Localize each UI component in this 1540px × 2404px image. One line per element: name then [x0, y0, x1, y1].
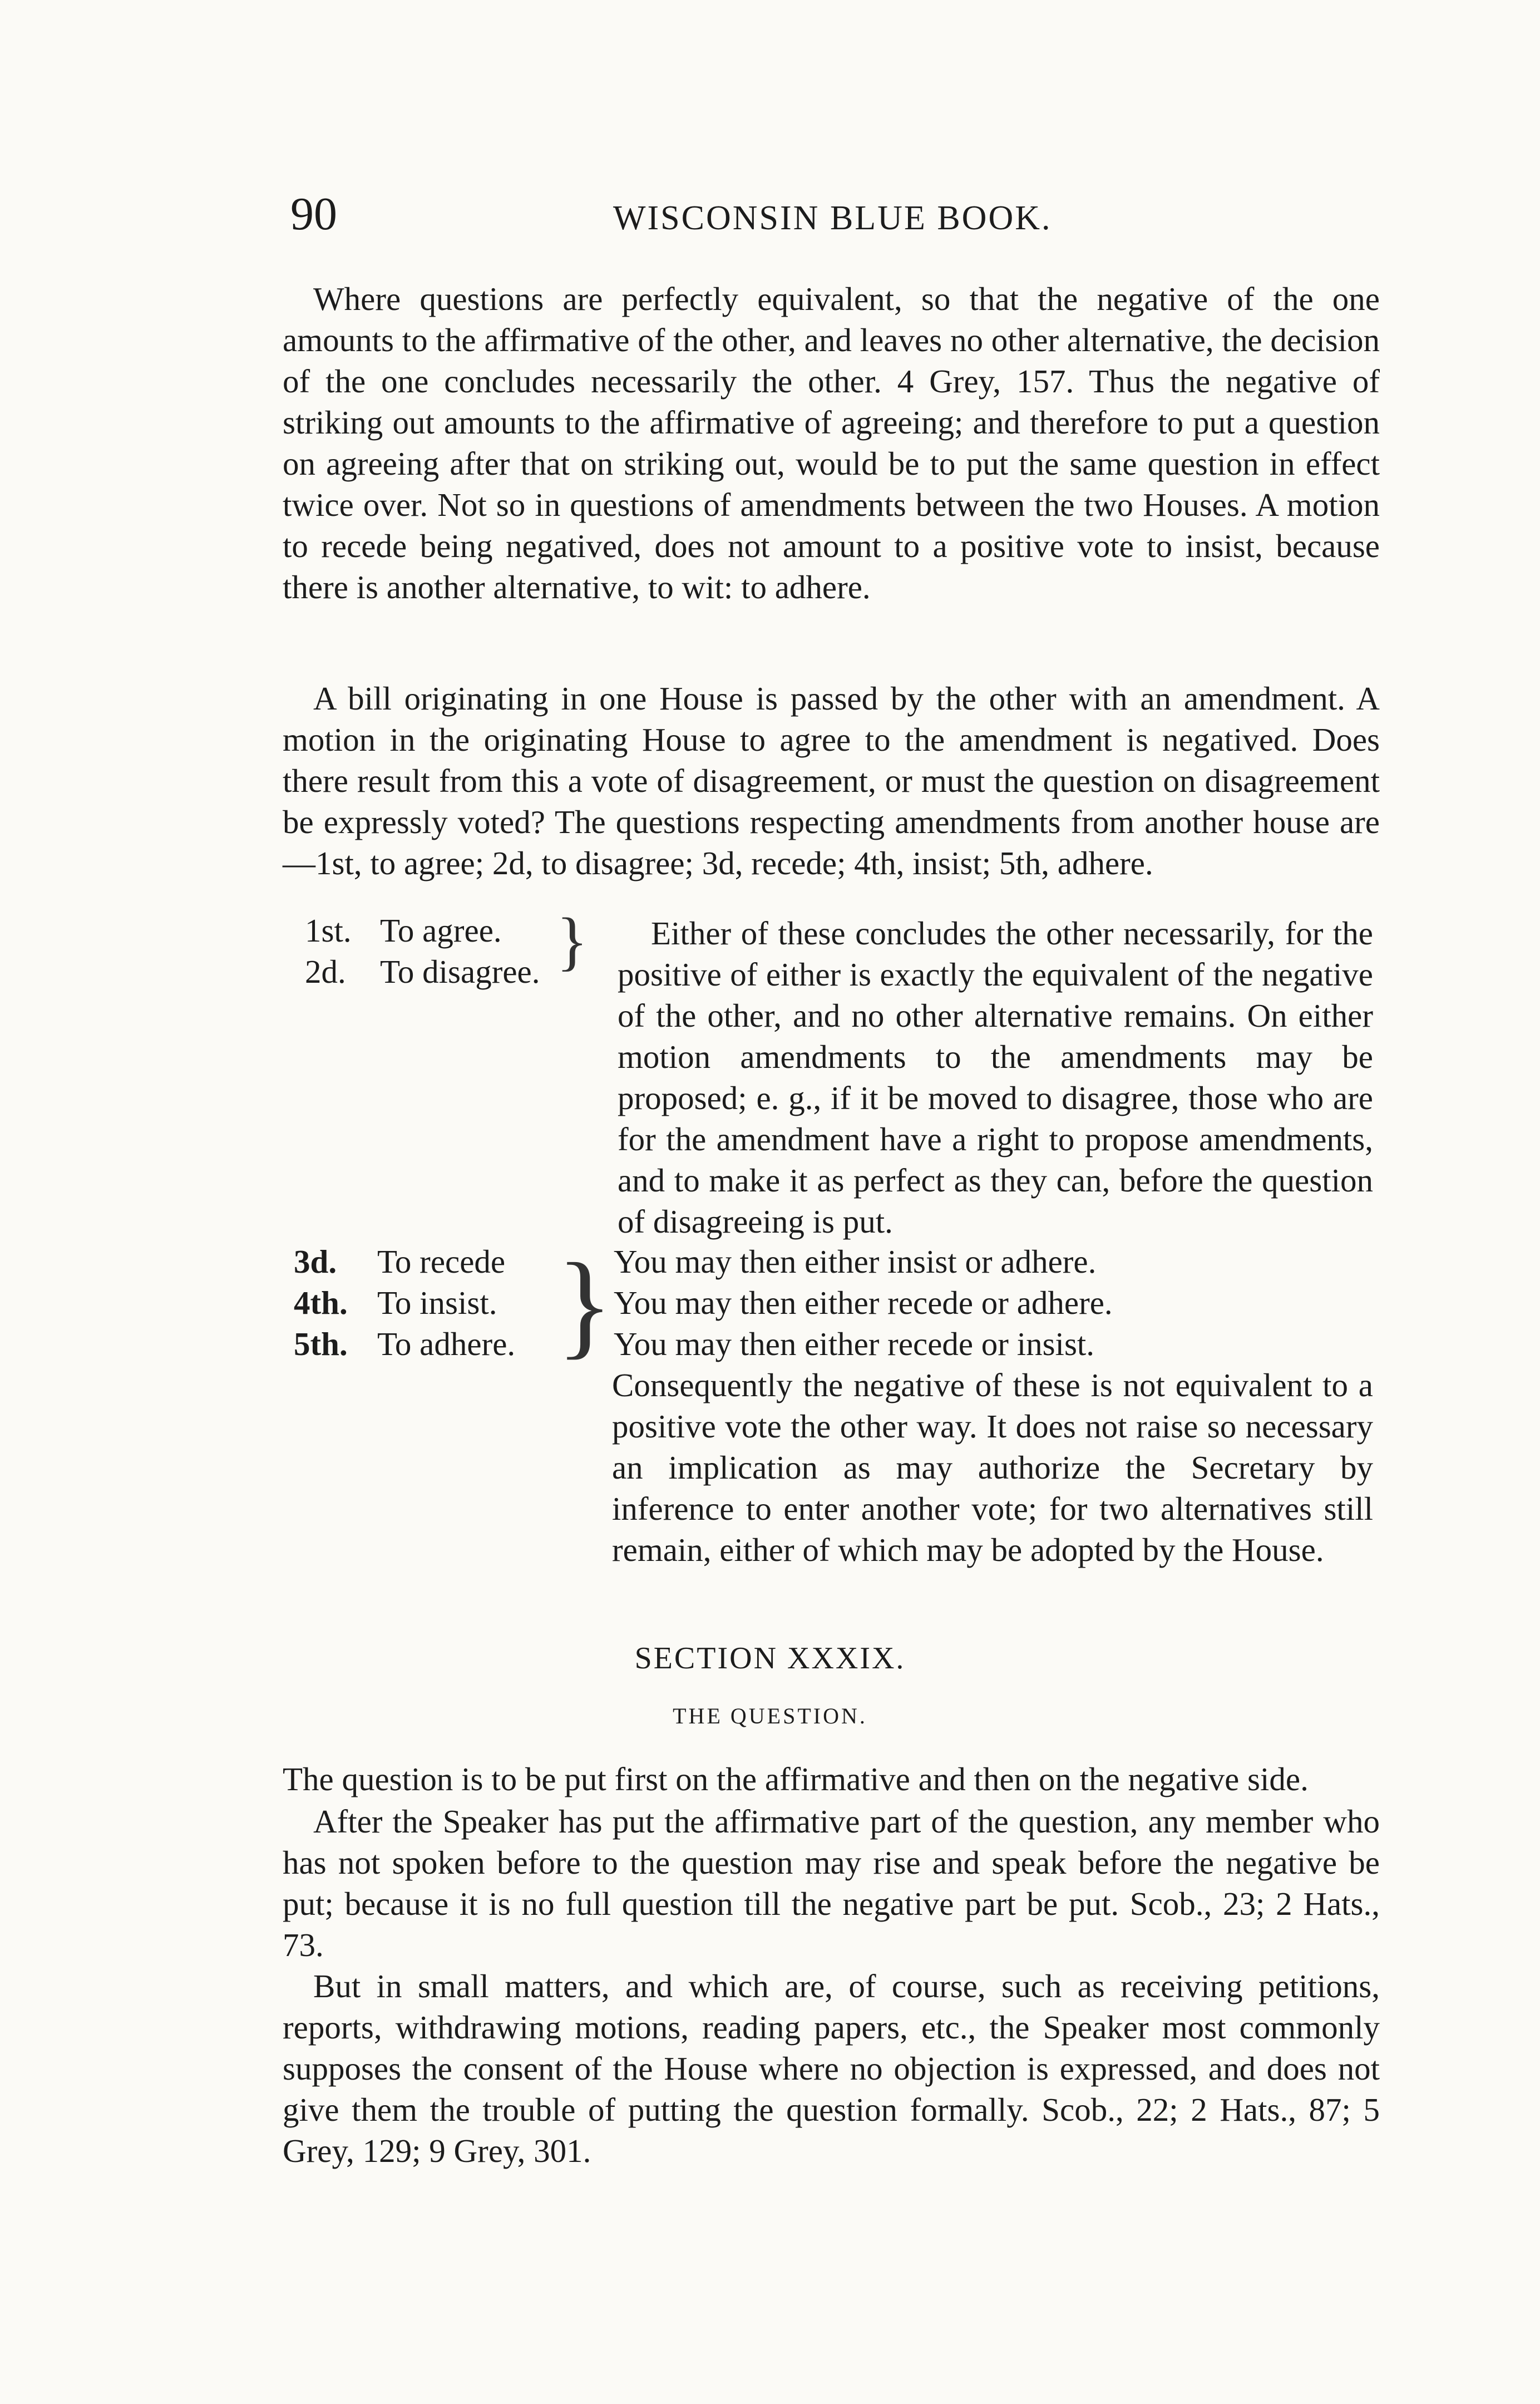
running-title: WISCONSIN BLUE BOOK.: [613, 199, 1052, 237]
motion-row: [294, 1241, 1373, 1282]
motion-result: You may then either recede or insist.: [614, 1326, 1095, 1362]
motion-ordinal: 3d.: [294, 1243, 337, 1280]
motion-result: You may then either recede or adhere.: [614, 1284, 1113, 1321]
motion-result: You may then either insist or adhere.: [614, 1243, 1097, 1280]
motion-row: [294, 1282, 1373, 1323]
motion-action: To disagree.: [380, 953, 540, 990]
motion-ordinal: 1st.: [305, 912, 352, 949]
motion-ordinal: 5th.: [294, 1326, 348, 1362]
motion-row: [294, 1323, 1373, 1364]
paragraph-equivalent-questions: Where questions are perfectly equivalent, so that the negative of the one amounts to the affirmative of the other, and leaves no other alternative, the decision of the one concludes necessarily the other. 4 Grey, 157. Thus the negative of striking out amounts to the affirmative of agreeing; and therefore to put a question on agreeing after that on striking out, would be to put the same question in effect twice over. Not so in questions of amendments between the two Houses. A motion to recede being negatived, does not amount to a positive vote to insist, because there is another alternative, to wit: to adhere.: [283, 280, 1380, 605]
paragraph-question-order: The question is to be put first on the affirmative and then on the negative side.: [283, 1761, 1309, 1797]
page-header: [290, 184, 1381, 250]
motion-action: To insist.: [377, 1284, 497, 1321]
section-subtitle: THE QUESTION.: [673, 1703, 867, 1728]
motion-ordinal: 2d.: [305, 953, 346, 990]
motion-action: To agree.: [380, 912, 502, 949]
motion-ordinal: 4th.: [294, 1284, 348, 1321]
brace-glyph: }: [556, 904, 588, 977]
motion-action: To adhere.: [377, 1326, 516, 1362]
paragraph-bill-amendment: A bill originating in one House is passed by the other with an amendment. A motion in the originating House to agree to the amendment is negatived. Does there result from this a vote of disagreement, or must the question on disagreement be expressly voted? The questions respecting amendments from another house are—1st, to agree; 2d, to disagree; 3d, recede; 4th, insist; 5th, adhere.: [283, 680, 1380, 881]
motion-action: To recede: [377, 1243, 506, 1280]
page-number: 90: [290, 188, 337, 240]
brace-glyph: }: [556, 1239, 613, 1370]
motions-table-recede-insist-adhere: [294, 1239, 1373, 1370]
recede-insist-adhere-explanation: Consequently the negative of these is not equivalent to a positive vote the other way. It does not raise so necessary an implication as may authorize the Secretary by inference to enter another vote; for two alternatives still remain, either of which may be adopted by the House.: [612, 1367, 1373, 1568]
section-title: SECTION XXXIX.: [634, 1641, 906, 1676]
paragraph-small-matters: But in small matters, and which are, of course, such as receiving petitions, reports, withdrawing motions, reading papers, etc., the Speaker most commonly supposes the consent of the House where no objection is expressed, and does not give them the trouble of putting the question formally. Scob., 22; 2 Hats., 87; 5 Grey, 129; 9 Grey, 301.: [283, 1968, 1380, 2169]
paragraph-speaker-affirmative: After the Speaker has put the affirmative part of the question, any member who has not spoken before to the question may rise and speak before the negative be put; because it is no full question till the negative part be put. Scob., 23; 2 Hats., 73.: [283, 1803, 1380, 1963]
agree-disagree-explanation: Either of these concludes the other necessarily, for the positive of either is exactly the equivalent of the negative of the other, and no other alternative remains. On either motion amendments to the amendments may be proposed; e. g., if it be moved to disagree, those who are for the amendment have a right to propose amendments, and to make it as perfect as they can, before the question of disagreeing is put.: [618, 915, 1373, 1240]
